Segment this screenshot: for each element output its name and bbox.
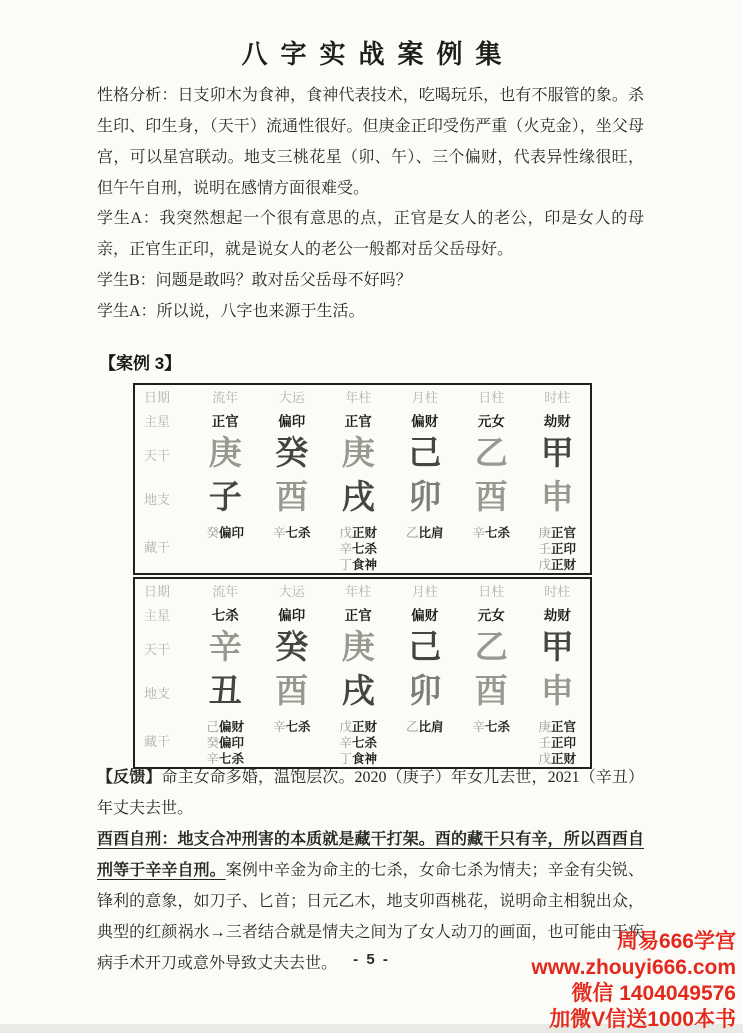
bazi-chart-table-1 — [133, 383, 592, 572]
hidden-stem-entry — [458, 525, 525, 541]
hidden-stem-char: 癸 — [206, 736, 219, 750]
hidden-stem-char: 己 — [206, 720, 219, 734]
main-star-cell: 劫财 — [543, 608, 571, 623]
main-star-cell: 元女 — [477, 414, 505, 429]
hidden-stem-char: 乙 — [405, 720, 419, 734]
page-title: 八字实战案例集 — [241, 40, 515, 69]
hidden-stem-god: 正官 — [551, 526, 577, 540]
main-star-cell: 偏印 — [278, 414, 306, 429]
hidden-stem-char: 戊 — [339, 526, 352, 540]
hidden-stem-god: 七杀 — [285, 526, 311, 540]
earthly-branch-cell: 子 — [208, 480, 242, 516]
dialog-line-student-a-1: 学生A：我突然想起一个很有意思的点，正官是女人的老公，印是女人的母亲，正官生正印，就是说女人的老公一般都对岳父岳母好。 — [97, 210, 644, 258]
hidden-stem-god: 食神 — [352, 752, 378, 766]
hidden-stem-char: 辛 — [472, 720, 485, 734]
hidden-stem-god: 食神 — [352, 558, 378, 572]
feedback-text: 命主女命多婚，温饱层次。2020（庚子）年女儿去世，2021（辛丑）年丈夫去世。 — [97, 769, 644, 817]
hidden-stem-char: 辛 — [472, 526, 485, 540]
dialog-line-student-a-2: 学生A：所以说，八字也来源于生活。 — [97, 303, 365, 320]
bazi-table — [133, 577, 592, 769]
case-header: 【案例 3】 — [99, 354, 182, 373]
hidden-stem-entry — [192, 735, 259, 751]
dialog-line-student-b: 学生B：问题是敢吗？敢对岳父岳母不好吗？ — [97, 272, 412, 289]
hidden-stem-char: 戊 — [538, 752, 551, 766]
row-label-hidden-stems: 藏干 — [144, 734, 171, 749]
hidden-stem-entry — [525, 735, 591, 751]
pillar-header-cell: 年柱 — [345, 390, 372, 405]
hidden-stem-cell — [458, 520, 525, 574]
hidden-stem-entry — [259, 719, 326, 735]
heavenly-stem-cell: 庚 — [341, 630, 375, 666]
bazi-table — [133, 383, 592, 575]
hidden-stem-char: 辛 — [272, 526, 286, 540]
earthly-branch-cell: 酉 — [275, 674, 309, 710]
pillar-header-cell: 流年 — [212, 584, 239, 599]
hidden-stem-cell — [525, 520, 592, 574]
watermark-promo: 加微V信送1000本书 — [549, 1008, 736, 1031]
pillar-header-cell: 时柱 — [544, 390, 571, 405]
hidden-stem-entry — [525, 525, 591, 541]
hidden-stem-cell — [192, 714, 259, 768]
hidden-stem-char: 庚 — [538, 526, 551, 540]
earthly-branch-cell: 丑 — [208, 674, 242, 710]
hidden-stem-god: 七杀 — [352, 542, 378, 556]
earthly-branch-cell: 戌 — [341, 480, 375, 516]
heavenly-stem-cell: 己 — [408, 630, 442, 666]
main-star-cell: 偏财 — [411, 414, 439, 429]
hidden-stem-god: 正财 — [551, 558, 577, 572]
main-star-cell: 正官 — [344, 608, 372, 623]
hidden-stem-cell — [392, 520, 459, 574]
hidden-stem-char: 丁 — [339, 558, 352, 572]
watermark-url: www.zhouyi666.com — [531, 956, 736, 979]
watermark-site-name: 周易666学宫 — [616, 930, 736, 953]
feedback-label: 【反馈】 — [97, 769, 162, 786]
hidden-stem-god: 七杀 — [485, 526, 511, 540]
hidden-stem-cell — [458, 714, 525, 768]
hidden-stem-entry — [325, 719, 392, 735]
pillar-header-cell: 日柱 — [478, 584, 505, 599]
hidden-stem-char: 辛 — [339, 736, 352, 750]
row-label-earthly-branch: 地支 — [144, 685, 171, 701]
hidden-stem-entry — [259, 525, 326, 541]
hidden-stem-char: 壬 — [538, 736, 551, 750]
watermark-wechat: 微信 1404049576 — [571, 982, 736, 1005]
analysis-paragraph-block — [97, 80, 644, 204]
hidden-stem-char: 癸 — [206, 526, 219, 540]
hidden-stem-entry — [525, 541, 591, 557]
hidden-stem-char: 戊 — [339, 720, 352, 734]
hidden-stem-entry — [192, 719, 259, 735]
row-label-earthly-branch: 地支 — [144, 491, 171, 507]
dialog-block — [97, 203, 644, 327]
hidden-stem-cell — [192, 520, 259, 574]
hidden-stem-entry — [392, 719, 459, 735]
hidden-stem-god: 七杀 — [352, 736, 378, 750]
page-number: - 5 - — [353, 951, 390, 968]
hidden-stem-entry — [458, 719, 525, 735]
main-star-cell: 七杀 — [211, 608, 239, 623]
hidden-stem-char: 壬 — [538, 542, 551, 556]
row-label-date: 日期 — [144, 390, 171, 405]
highlight-underlined-text: 酉酉自刑：地支合冲刑害的本质就是藏干打架。酉的藏干只有辛，所以酉酉自刑等于辛辛自刑。 — [97, 831, 644, 879]
feedback-paragraph — [97, 762, 644, 824]
hidden-stem-god: 正财 — [352, 720, 378, 734]
hidden-stem-god: 偏印 — [219, 526, 245, 540]
hidden-stem-char: 辛 — [206, 752, 219, 766]
hidden-stem-cell — [259, 520, 326, 574]
hidden-stem-cell — [259, 714, 326, 768]
row-label-date: 日期 — [144, 584, 171, 599]
hidden-stem-god: 七杀 — [485, 720, 511, 734]
pillar-header-cell: 月柱 — [411, 584, 438, 599]
main-star-cell: 元女 — [477, 608, 505, 623]
heavenly-stem-cell: 乙 — [474, 630, 508, 666]
heavenly-stem-cell: 癸 — [275, 436, 309, 472]
hidden-stem-entry — [325, 541, 392, 557]
earthly-branch-cell: 卯 — [408, 674, 442, 710]
hidden-stem-cell — [325, 520, 392, 574]
hidden-stem-entry — [325, 525, 392, 541]
hidden-stem-cell — [392, 714, 459, 768]
hidden-stem-char: 乙 — [405, 526, 419, 540]
hidden-stem-cell — [525, 714, 592, 768]
heavenly-stem-cell: 甲 — [540, 436, 574, 472]
pillar-header-cell: 流年 — [212, 390, 239, 405]
heavenly-stem-cell: 己 — [408, 436, 442, 472]
hidden-stem-char: 庚 — [538, 720, 551, 734]
watermark-block — [531, 929, 736, 1033]
hidden-stem-god: 正官 — [551, 720, 577, 734]
hidden-stem-god: 偏印 — [219, 736, 245, 750]
hidden-stem-god: 正印 — [551, 736, 577, 750]
row-label-hidden-stems: 藏干 — [144, 540, 171, 555]
highlight-following-text: 案例中辛金为命主的七杀，女命七杀为情夫；辛金有尖锐、锋利的意象，如刀子、匕首；日元乙木，地支卯酉桃花，说明命主相貌出众，典型的红颜祸水→三者结合就是情夫之间为了女人动刀的画面，也可能由于疾病手术开刀或意外导致丈夫去世。 — [97, 862, 644, 972]
hidden-stem-entry — [392, 525, 459, 541]
earthly-branch-cell: 酉 — [474, 480, 508, 516]
main-star-cell: 劫财 — [543, 414, 571, 429]
hidden-stem-entry — [525, 719, 591, 735]
heavenly-stem-cell: 乙 — [474, 436, 508, 472]
earthly-branch-cell: 申 — [540, 480, 574, 516]
pillar-header-cell: 日柱 — [478, 390, 505, 405]
main-star-cell: 偏印 — [278, 608, 306, 623]
hidden-stem-god: 正财 — [352, 526, 378, 540]
hidden-stem-char: 辛 — [272, 720, 286, 734]
pillar-header-cell: 时柱 — [544, 584, 571, 599]
earthly-branch-cell: 酉 — [474, 674, 508, 710]
hidden-stem-char: 丁 — [339, 752, 352, 766]
hidden-stem-char: 辛 — [339, 542, 352, 556]
analysis-paragraph: 性格分析：日支卯木为食神，食神代表技术，吃喝玩乐，也有不服管的象。杀生印、印生身，（天干）流通性很好。但庚金正印受伤严重（火克金），坐父母宫，可以星宫联动。地支三桃花星（卯、午）、三个偏财，代表异性缘很旺，但午午自刑，说明在感情方面很难受。 — [97, 87, 644, 197]
row-label-heavenly-stem: 天干 — [144, 641, 171, 657]
earthly-branch-cell: 卯 — [408, 480, 442, 516]
hidden-stem-god: 比肩 — [418, 526, 444, 540]
hidden-stem-entry — [325, 735, 392, 751]
row-label-heavenly-stem: 天干 — [144, 447, 171, 463]
hidden-stem-god: 正财 — [551, 752, 577, 766]
hidden-stem-god: 偏财 — [219, 720, 245, 734]
heavenly-stem-cell: 辛 — [208, 630, 242, 666]
earthly-branch-cell: 申 — [540, 674, 574, 710]
pillar-header-cell: 大运 — [278, 390, 305, 405]
hidden-stem-god: 比肩 — [418, 720, 444, 734]
row-label-main-star: 主星 — [144, 413, 171, 429]
hidden-stem-cell — [325, 714, 392, 768]
heavenly-stem-cell: 庚 — [208, 436, 242, 472]
hidden-stem-god: 正印 — [551, 542, 577, 556]
heavenly-stem-cell: 癸 — [275, 630, 309, 666]
earthly-branch-cell: 戌 — [341, 674, 375, 710]
heavenly-stem-cell: 甲 — [540, 630, 574, 666]
hidden-stem-god: 七杀 — [219, 752, 245, 766]
hidden-stem-entry — [192, 525, 259, 541]
hidden-stem-char: 戊 — [538, 558, 551, 572]
main-star-cell: 偏财 — [411, 608, 439, 623]
hidden-stem-god: 七杀 — [285, 720, 311, 734]
bazi-chart-table-2 — [133, 577, 592, 766]
main-star-cell: 正官 — [344, 414, 372, 429]
heavenly-stem-cell: 庚 — [341, 436, 375, 472]
hidden-stem-entry — [525, 557, 591, 573]
row-label-main-star: 主星 — [144, 607, 171, 623]
pillar-header-cell: 年柱 — [345, 584, 372, 599]
pillar-header-cell: 月柱 — [411, 390, 438, 405]
pillar-header-cell: 大运 — [278, 584, 305, 599]
earthly-branch-cell: 酉 — [275, 480, 309, 516]
main-star-cell: 正官 — [211, 414, 239, 429]
hidden-stem-entry — [325, 557, 392, 573]
